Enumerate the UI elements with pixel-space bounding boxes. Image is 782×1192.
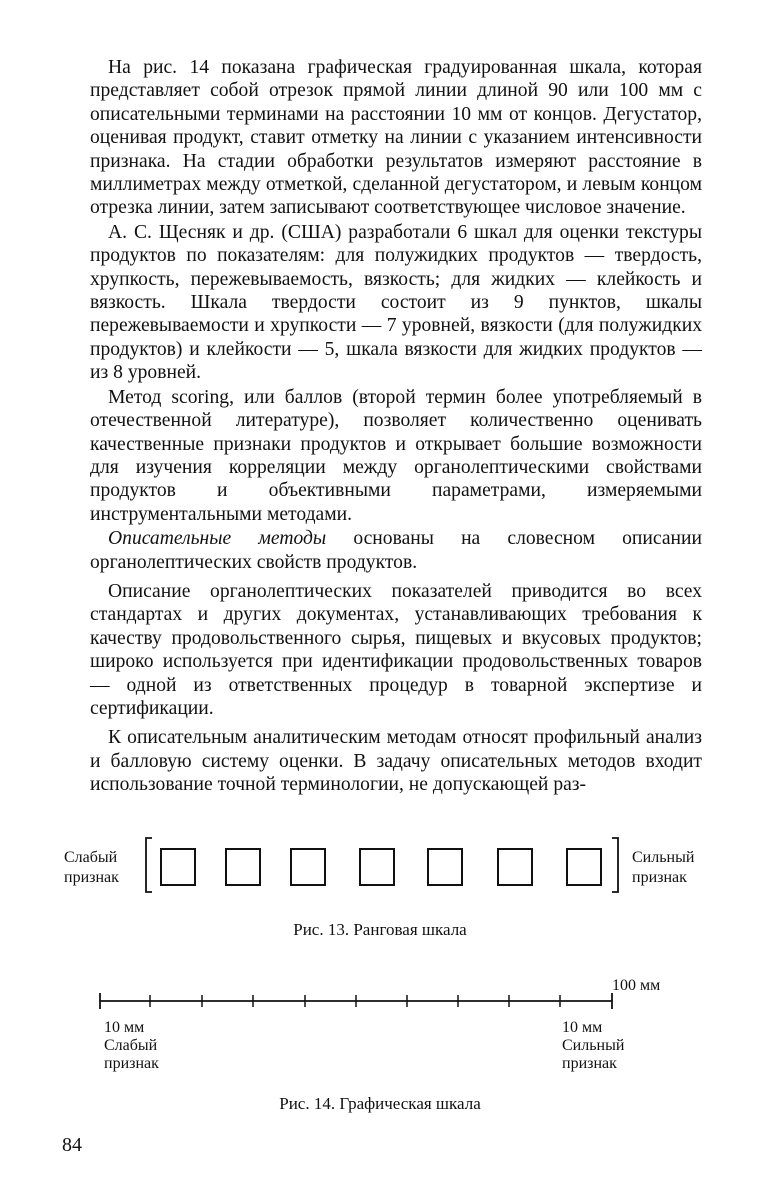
- fig14-left-label-1: 10 мм: [104, 1019, 145, 1036]
- fig13-right-label-1: Сильный: [632, 849, 695, 866]
- fig13-left-label-2: признак: [64, 869, 119, 886]
- fig13-right-label-2: признак: [632, 869, 687, 886]
- fig14-right-label-1: 10 мм: [562, 1019, 603, 1036]
- fig14-right-label-3: признак: [562, 1055, 617, 1072]
- paragraph-2: А. С. Щесняк и др. (США) разработали 6 шкал для оценки текстуры продуктов по показателям: для полужидких продуктов — твердость, хрупкость, пережевываемость, вязкость; для жидких — клейкость и вязкость. Шкала твердости состоит из 9 пунктов, шкалы пережевываемости и хрупкости — 7 уровней, вязкости (для полужидких продуктов) и клейкости — 5, шкала вязкости для жидких продуктов — из 8 уровней.: [90, 221, 702, 384]
- paragraph-1: На рис. 14 показана графическая градуированная шкала, которая представляет собой отрезок прямой линии длиной 90 или 100 мм с описательными терминами на расстоянии 10 мм от концов. Дегустатор, оценивая продукт, ставит отметку на линии с указанием интенсивности признака. На стадии обработки результатов измеряют расстояние в миллиметрах между отметкой, сделанной дегустатором, и левым концом отрезка линии, затем записывают соответствующее числовое значение.: [90, 57, 702, 219]
- paragraph-6: К описательным аналитическим методам относят профильный анализ и балловую систему оценки. В задачу описательных методов входит использование точной терминологии, не допускающей раз-: [90, 727, 702, 796]
- paragraph-3: Метод scoring, или баллов (второй термин более употребляемый в отечественной литературе), позволяет количественно оценивать качественные признаки продуктов и открывает большие возможности для изучения корреляции между органолептическими свойствами продуктов и объективными параметрами, измеряемыми инструментальными методами.: [90, 386, 702, 525]
- paragraph-4-rest: основаны на словесном описании органолептических свойств продуктов.: [90, 528, 702, 573]
- fig14-top-label: 100 мм: [612, 977, 661, 994]
- italic-term: Описательные методы: [108, 528, 327, 550]
- page-number: 84: [62, 1134, 82, 1156]
- paragraph-5: Описание органолептических показателей приводится во всех стандартах и других документах, устанавливающих требования к качеству продовольственного сырья, пищевых и вкусовых продуктов; широко используется при идентификации продовольственных товаров — одной из ответственных процедур в товарной экспертизе и сертификации.: [90, 580, 702, 719]
- fig13-caption: Рис. 13. Ранговая шкала: [293, 920, 467, 939]
- fig14-right-label-2: Сильный: [562, 1037, 625, 1054]
- fig14-left-label-3: признак: [104, 1055, 159, 1072]
- fig14-left-label-2: Слабый: [104, 1037, 158, 1054]
- fig13-left-label-1: Слабый: [64, 849, 118, 866]
- fig14-caption: Рис. 14. Графическая шкала: [279, 1094, 481, 1113]
